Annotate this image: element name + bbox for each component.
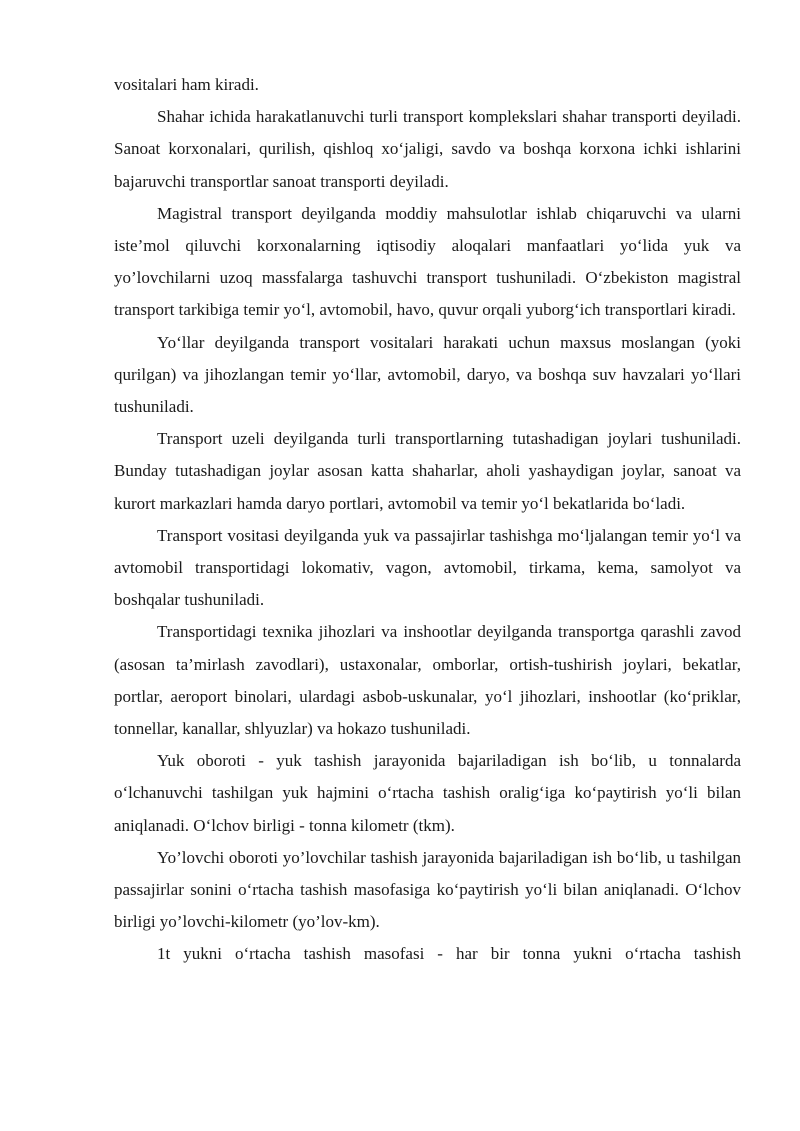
- paragraph-city-transport: Shahar ichida harakatlanuvchi turli transport komplekslari shahar transporti deyiladi. Sanoat korxonalari, qurilish, qishloq xo‘jaligi, savdo va boshqa korxona ichki ishlarini bajaruvchi transportlar sanoat transporti deyiladi.: [114, 107, 741, 191]
- document-page: [114, 69, 741, 971]
- paragraph-passenger-turnover: Yo’lovchi oboroti yo’lovchilar tashish jarayonida bajariladigan ish bo‘lib, u tashilgan passajirlar sonini o‘rtacha tashish masofasiga ko‘paytirish yo‘li bilan aniqlanadi. O‘lchov birligi yo’lovchi-kilometr (yo’lov-km).: [114, 847, 741, 932]
- paragraph-roads: Yo‘llar deyilganda transport vositalari harakati uchun maxsus moslangan (yoki qurilgan) va jihozlangan temir yo‘llar, avtomobil, daryo, va boshqa suv havzalari yo‘llari tushuniladi.: [114, 332, 741, 417]
- paragraph-average-distance: 1t yukni o‘rtacha tashish masofasi - har bir tonna yukni o‘rtacha tashish: [157, 944, 741, 964]
- paragraph-freight-turnover: Yuk oboroti - yuk tashish jarayonida bajariladigan ish bo‘lib, u tonnalarda o‘lchanuvchi tashilgan yuk hajmini o‘rtacha tashish oralig‘iga ko‘paytirish yo‘li bilan aniqlanadi. O‘lchov birligi - tonna kilometr (tkm).: [114, 751, 741, 835]
- paragraph-continuation: vositalari ham kiradi.: [114, 75, 259, 94]
- paragraph-transport-hub: Transport uzeli deyilganda turli transportlarning tutashadigan joylari tushuniladi. Bunday tutashadigan joylar asosan katta shaharlar, aholi yashaydigan joylar, sanoat va kurort markazlari hamda daryo portlari, avtomobil va temir yo‘l bekatlarida bo‘ladi.: [114, 429, 741, 513]
- paragraph-transport-equipment: Transportidagi texnika jihozlari va inshootlar deyilganda transportga qarashli zavod (asosan ta’mirlash zavodlari), ustaxonalar, omborlar, ortish-tushirish joylari, bekatlar, portlar, aeroport binolari, ulardagi asbob-uskunalar, yo‘l jihozlari, inshootlar (ko‘priklar, tonnellar, kanallar, shlyuzlar) va hokazo tushuniladi.: [114, 622, 741, 739]
- paragraph-transport-vehicle: Transport vositasi deyilganda yuk va passajirlar tashishga mo‘ljalangan temir yo‘l va avtomobil transportidagi lokomativ, vagon, avtomobil, tirkama, kema, samolyot va boshqalar tushuniladi.: [114, 525, 741, 610]
- paragraph-main-transport: Magistral transport deyilganda moddiy mahsulotlar ishlab chiqaruvchi va ularni iste’mol qiluvchi korxonalarning iqtisodiy aloqalari manfaatlari yo‘lida yuk va yo’lovchilarni uzoq massfalarga tashuvchi transport tushuniladi. O‘zbekiston magistral transport tarkibiga temir yo‘l, avtomobil, havo, quvur orqali yuborg‘ich transportlari kiradi.: [114, 203, 741, 320]
